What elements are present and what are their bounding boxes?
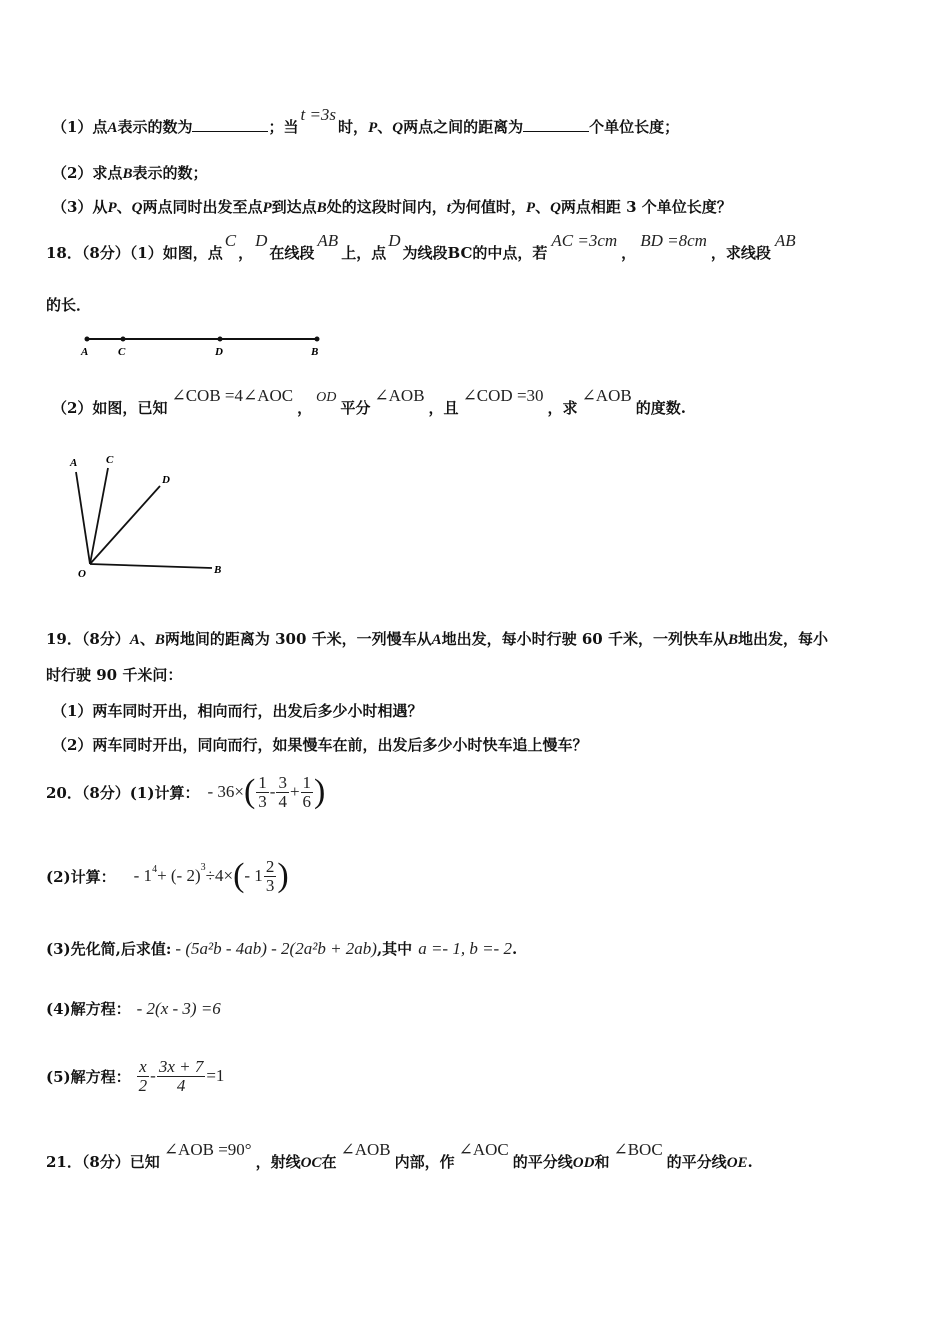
label-B: B: [214, 564, 222, 576]
q18-text4: ，求线段: [710, 244, 771, 262]
q19-text2: 地出发，每小时行驶 60 千米，一列快车从: [441, 630, 728, 648]
q19-text4: 时行驶 90 千米问：: [46, 666, 183, 684]
segment-figure: [75, 330, 335, 362]
q17-p1-text: （1）点: [52, 118, 108, 136]
left-paren: (: [243, 773, 256, 810]
q17-p1-text6: 个单位长度；: [589, 118, 680, 136]
q17-p3-text3: 到达点: [271, 198, 317, 216]
sep: 、: [116, 198, 132, 216]
q19-line1: [46, 628, 828, 649]
point-P: P: [262, 200, 272, 216]
plus-sign: +: [289, 782, 300, 801]
q21-text2: 在: [321, 1153, 337, 1171]
ray-OD: OD: [316, 390, 337, 405]
q20-head: 20．（8分）(1)计算：: [46, 783, 200, 802]
point-P: P: [525, 200, 536, 216]
sep: 、: [139, 630, 155, 648]
q20-label4: (4)解方程：: [46, 1000, 131, 1018]
point-Q: Q: [550, 200, 561, 216]
ray-OD: OD: [572, 1155, 595, 1171]
period: .: [747, 1153, 753, 1171]
q18-p2-text4: ，求: [547, 399, 578, 417]
point-A: A: [107, 120, 118, 136]
q17-p3-text5: 为何值时，: [450, 198, 526, 216]
dot-B: [315, 337, 320, 342]
q20-part1: [46, 768, 325, 816]
q18-part2: [52, 386, 686, 418]
fraction-3-4: [276, 774, 289, 811]
minus-sign: -: [269, 782, 276, 801]
denominator: 3: [265, 875, 275, 895]
point-Q: Q: [131, 200, 143, 216]
numerator: 3: [278, 772, 287, 792]
expr-part: - 1: [133, 866, 153, 885]
minus-sign: -: [150, 1066, 156, 1085]
point-P: P: [107, 200, 117, 216]
numerator: x: [137, 1058, 150, 1077]
angle-figure: [62, 450, 242, 585]
q19-sub1-text: （1）两车同时开出，相向而行，出发后多少小时相遇？: [52, 702, 423, 720]
fraction-x-2: [137, 1058, 150, 1095]
q20-text: ,其中: [376, 940, 413, 958]
sep: 、: [377, 118, 393, 136]
label-C: C: [118, 346, 126, 358]
numerator: 3x + 7: [158, 1056, 204, 1076]
q17-p2-text: （2）求点: [52, 164, 123, 182]
point-D: D: [388, 231, 401, 250]
ray-OD: [90, 486, 160, 564]
expr-simplify: - (5a²b - 4ab) - 2(2a²b + 2ab): [175, 939, 377, 958]
q20-label2: (2)计算：: [46, 867, 116, 886]
sep: 、: [535, 198, 551, 216]
fraction-1-3: [256, 774, 269, 811]
label-A: A: [81, 346, 89, 358]
point-Q: Q: [392, 120, 404, 136]
numerator: 1: [258, 772, 267, 792]
q18-text3: 为线段BC的中点，若: [402, 244, 548, 262]
q17-p3-text: （3）从: [52, 198, 108, 216]
q18-text: 在线段: [269, 244, 315, 262]
label-C: C: [106, 454, 114, 466]
q17-p2-text2: 表示的数；: [132, 164, 208, 182]
place-B: B: [727, 632, 738, 648]
q21-text5: 和: [594, 1153, 610, 1171]
q18-part1: [46, 231, 796, 263]
q19-line2: [46, 664, 182, 685]
fraction-3x7-4: [157, 1058, 206, 1095]
exponent: 3: [200, 862, 206, 873]
q20-part4: [46, 998, 221, 1019]
expr-part: + (- 2): [157, 866, 201, 885]
comma: ，: [297, 399, 313, 417]
q21-text: ，射线: [255, 1153, 301, 1171]
q18-p2-text2: 平分: [340, 399, 371, 417]
point-B: B: [316, 200, 327, 216]
q18-tail: [46, 294, 91, 315]
ray-OE: OE: [726, 1155, 748, 1171]
dot-D: [218, 337, 223, 342]
q19-head: 19．（8分）: [46, 630, 130, 648]
right-paren: ): [314, 773, 326, 810]
ray-OC: OC: [300, 1155, 322, 1171]
q19-sub1: [52, 700, 422, 721]
ray-OB: [90, 564, 212, 568]
place-A: A: [129, 632, 140, 648]
dot-C: [121, 337, 126, 342]
q21-text3: 内部，作: [394, 1153, 455, 1171]
place-B: B: [154, 632, 165, 648]
label-B: B: [311, 346, 319, 358]
label-A: A: [70, 457, 78, 469]
point-B: B: [122, 166, 133, 182]
label-D: D: [215, 346, 223, 358]
q18-p2-text: （2）如图，已知: [52, 399, 168, 417]
q17-p3-text4: 处的这段时间内，: [326, 198, 447, 216]
q20-label5: (5)解方程：: [46, 1067, 131, 1086]
expr-part: - 1: [244, 866, 263, 885]
q19-sub2: [52, 734, 587, 755]
fraction-2-3: [264, 858, 277, 895]
q17-part2: [52, 162, 207, 183]
period: .: [511, 940, 518, 958]
denominator: 3: [258, 791, 267, 811]
q20-label3: (3)先化简,后求值:: [46, 940, 172, 958]
q19-text: 两地间的距离为 300 千米，一列慢车从: [164, 630, 432, 648]
q21-head: 21．（8分）已知: [46, 1153, 160, 1171]
q18-tail-text: 的长．: [46, 296, 92, 314]
q21-text4: 的平分线: [512, 1153, 573, 1171]
denominator: 4: [278, 791, 287, 811]
ray-OA: [76, 472, 90, 564]
angle-AOB: ∠AOB: [340, 1140, 391, 1159]
q17-part3: [52, 196, 732, 217]
answer-blank-1[interactable]: [192, 119, 268, 132]
point-P: P: [368, 120, 378, 136]
comma: ，: [621, 244, 637, 262]
q20-part2: [46, 852, 289, 900]
q20-part5: [46, 1052, 224, 1100]
right-paren: ): [277, 857, 289, 894]
q17-p3-text2: 两点同时出发至点: [142, 198, 263, 216]
equation-4: - 2(x - 3) =6: [136, 999, 221, 1018]
answer-blank-2[interactable]: [523, 119, 589, 132]
angle-AOC: ∠AOC: [458, 1140, 509, 1159]
place-A: A: [431, 632, 442, 648]
numerator: 1: [302, 772, 312, 792]
q17-p1-text2: 表示的数为: [117, 118, 193, 136]
label-D: D: [162, 474, 170, 486]
time-formula: t =3s: [300, 105, 337, 124]
point-D: D: [255, 231, 268, 250]
denominator: 2: [138, 1075, 148, 1095]
q17-p1-text5: 两点之间的距离为: [403, 118, 524, 136]
q17-part1: [52, 105, 680, 137]
q18-p2-text3: ，且: [428, 399, 459, 417]
q18-head: 18．（8分）（1）如图，点: [46, 244, 223, 262]
q19-sub2-text: （2）两车同时开出，同向而行，如果慢车在前，出发后多少小时快车追上慢车？: [52, 736, 588, 754]
q17-p1-text3: ；当: [268, 118, 299, 136]
exponent: 4: [152, 864, 158, 875]
q21-text6: 的平分线: [666, 1153, 727, 1171]
given-values: a =- 1, b =- 2: [418, 939, 512, 958]
angle-AOB: ∠AOB: [581, 386, 632, 405]
segment-AB: AB: [774, 231, 796, 250]
formula-ac: AC =3cm: [551, 231, 618, 250]
q18-p2-text5: 的度数.: [635, 399, 686, 417]
formula-cob: ∠COB =4∠AOC: [171, 386, 294, 405]
expr-coeff: - 36×: [207, 782, 244, 801]
angle-AOB: ∠AOB: [374, 386, 425, 405]
q21: [46, 1140, 753, 1172]
var-t: t: [446, 200, 451, 216]
formula-aob: ∠AOB =90°: [163, 1140, 252, 1159]
left-paren: (: [233, 857, 245, 894]
angle-BOC: ∠BOC: [613, 1140, 663, 1159]
q17-p3-text6: 两点相距 3 个单位长度？: [560, 198, 732, 216]
numerator: 2: [265, 856, 275, 876]
formula-cod: ∠COD =30: [462, 386, 544, 405]
segment-AB: AB: [317, 231, 339, 250]
point-C: C: [224, 231, 237, 250]
expr-part: ÷4×: [205, 866, 234, 885]
q20-part3: [46, 938, 517, 959]
fraction-1-6: [301, 774, 314, 811]
q19-text3: 地出发，每小: [737, 630, 828, 648]
formula-bd: BD =8cm: [640, 231, 707, 250]
dot-A: [85, 337, 90, 342]
denominator: 6: [302, 791, 312, 811]
comma: ，: [238, 244, 254, 262]
denominator: 4: [176, 1075, 186, 1095]
label-O: O: [78, 568, 86, 580]
q17-p1-text4: 时，: [338, 118, 369, 136]
equals-one: =1: [206, 1066, 225, 1085]
q18-text2: 上，点: [341, 244, 387, 262]
ray-OC: [90, 468, 108, 564]
